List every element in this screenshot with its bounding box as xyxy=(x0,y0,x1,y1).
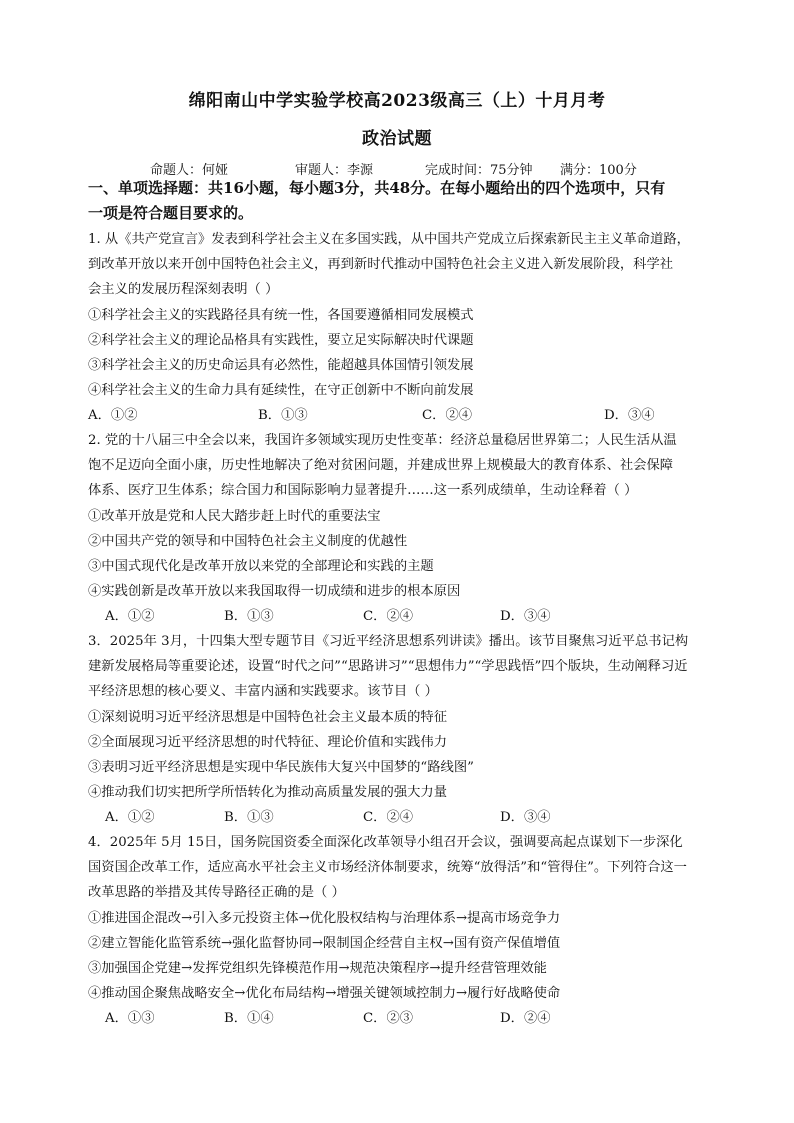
question-stem-line: 2. 党的十八届三中全会以来，我国许多领域实现历史性变革：经济总量稳居世界第二；人民生活从温 xyxy=(88,433,677,448)
question-item: ④科学社会主义的生命力具有延续性，在守正创新中不断向前发展 xyxy=(88,383,474,399)
question-stem-line: 国资国企改革工作，适应高水平社会主义市场经济体制要求，统筹“放得活”和“管得住”。下列符合这一 xyxy=(88,860,687,876)
exam-title: 绵阳南山中学实验学校高2023级高三（上）十月月考 xyxy=(188,91,606,111)
question-item: ③中国式现代化是改革开放以来党的全部理论和实践的主题 xyxy=(88,558,434,574)
option-d: D．③④ xyxy=(604,408,655,424)
option-d: D．③④ xyxy=(500,810,551,826)
answer-options xyxy=(88,805,710,830)
option-b: B．①③ xyxy=(258,408,308,424)
question-2 xyxy=(88,428,710,630)
option-d: D．②④ xyxy=(500,1011,551,1027)
option-a: A．①② xyxy=(88,408,138,424)
question-item: ①改革开放是党和人民大踏步赶上时代的重要法宝 xyxy=(88,508,381,524)
option-a: A．①② xyxy=(105,609,155,625)
question-item: ③加强国企党建→发挥党组织先锋模范作用→规范决策程序→提升经营管理效能 xyxy=(88,960,547,976)
section-heading-line: 一项是符合题目要求的。 xyxy=(88,204,254,222)
option-b: B．①③ xyxy=(224,810,274,826)
question-stem-line: 会主义的发展历程深刻表明（ ） xyxy=(88,282,279,298)
question-stem-line: 建新发展格局等重要论述，设置“时代之问”“思路讲习”“思想伟力”“学思践悟”四个版块，生动阐释习近 xyxy=(88,659,688,675)
question-stem-line: 到改革开放以来开创中国特色社会主义，再到新时代推动中国特色社会主义进入新发展阶段，科学社 xyxy=(88,257,674,273)
question-1 xyxy=(88,227,710,429)
question-item: ②建立智能化监管系统→强化监督协同→限制国企经营自主权→国有资产保值增值 xyxy=(88,935,561,951)
question-stem-line: 3．2025年 3月，十四集大型专题节目《习近平经济思想系列讲读》播出。该节目聚焦习近平总书记构 xyxy=(88,634,689,649)
option-b: B．①③ xyxy=(224,609,274,625)
answer-options xyxy=(88,604,710,629)
exam-subtitle: 政治试题 xyxy=(362,129,432,149)
meta-reviewer: 审题人：李源 xyxy=(295,163,374,178)
question-stem-line: 体系、医疗卫生体系；综合国力和国际影响力显著提升……这一系列成绩单，生动诠释着（ ） xyxy=(88,483,638,499)
meta-score: 满分：100分 xyxy=(560,163,637,178)
question-item: ④推动国企聚焦战略安全→优化布局结构→增强关键领域控制力→履行好战略使命 xyxy=(88,986,561,1002)
option-d: D．③④ xyxy=(500,609,551,625)
question-item: ①推进国企混改→引入多元投资主体→优化股权结构与治理体系→提高市场竞争力 xyxy=(88,910,561,926)
option-c: C．②④ xyxy=(363,810,414,826)
section-heading-line: 一、单项选择题：共16小题，每小题3分，共48分。在每小题给出的四个选项中，只有 xyxy=(88,179,666,197)
question-4 xyxy=(88,830,710,1032)
question-item: ③科学社会主义的历史命运具有必然性，能超越具体国情引领发展 xyxy=(88,357,474,373)
question-stem-line: 饱不足迈向全面小康，历史性地解决了绝对贫困问题，并建成世界上规模最大的教育体系、社会保障 xyxy=(88,458,674,474)
option-c: C．②④ xyxy=(363,609,414,625)
question-stem-line: 平经济思想的核心要义、丰富内涵和实践要求。该节目（ ） xyxy=(88,684,438,700)
meta-author: 命题人：何娅 xyxy=(150,163,229,178)
question-item: ①深刻说明习近平经济思想是中国特色社会主义最本质的特征 xyxy=(88,709,448,725)
question-stem-line: 1. 从《共产党宣言》发表到科学社会主义在多国实践，从中国共产党成立后探索新民主主义革命道路， xyxy=(88,232,690,247)
answer-options xyxy=(88,1006,710,1031)
meta-duration: 完成时间：75分钟 xyxy=(425,163,533,178)
question-item: ④实践创新是改革开放以来我国取得一切成绩和进步的根本原因 xyxy=(88,584,461,600)
question-item: ④推动我们切实把所学所悟转化为推动高质量发展的强大力量 xyxy=(88,785,448,801)
question-item: ②科学社会主义的理论品格具有实践性，要立足实际解决时代课题 xyxy=(88,332,474,348)
question-item: ③表明习近平经济思想是实现中华民族伟大复兴中国梦的“路线图” xyxy=(88,759,474,775)
question-stem-line: 改革思路的举措及其传导路径正确的是（ ） xyxy=(88,885,345,901)
answer-options xyxy=(88,403,710,428)
option-a: A．①③ xyxy=(105,1011,155,1027)
option-a: A．①② xyxy=(105,810,155,826)
question-stem-line: 4．2025年 5月 15日，国务院国资委全面深化改革领导小组召开会议，强调要高起点谋划下一步深化 xyxy=(88,835,683,850)
option-c: C．②④ xyxy=(422,408,473,424)
question-3 xyxy=(88,629,710,831)
section-heading xyxy=(88,176,710,226)
question-item: ②全面展现习近平经济思想的时代特征、理论价值和实践伟力 xyxy=(88,734,448,750)
question-item: ①科学社会主义的实践路径具有统一性，各国要遵循相同发展模式 xyxy=(88,307,474,323)
question-item: ②中国共产党的领导和中国特色社会主义制度的优越性 xyxy=(88,533,408,549)
option-b: B．①④ xyxy=(224,1011,274,1027)
option-c: C．②③ xyxy=(363,1011,414,1027)
